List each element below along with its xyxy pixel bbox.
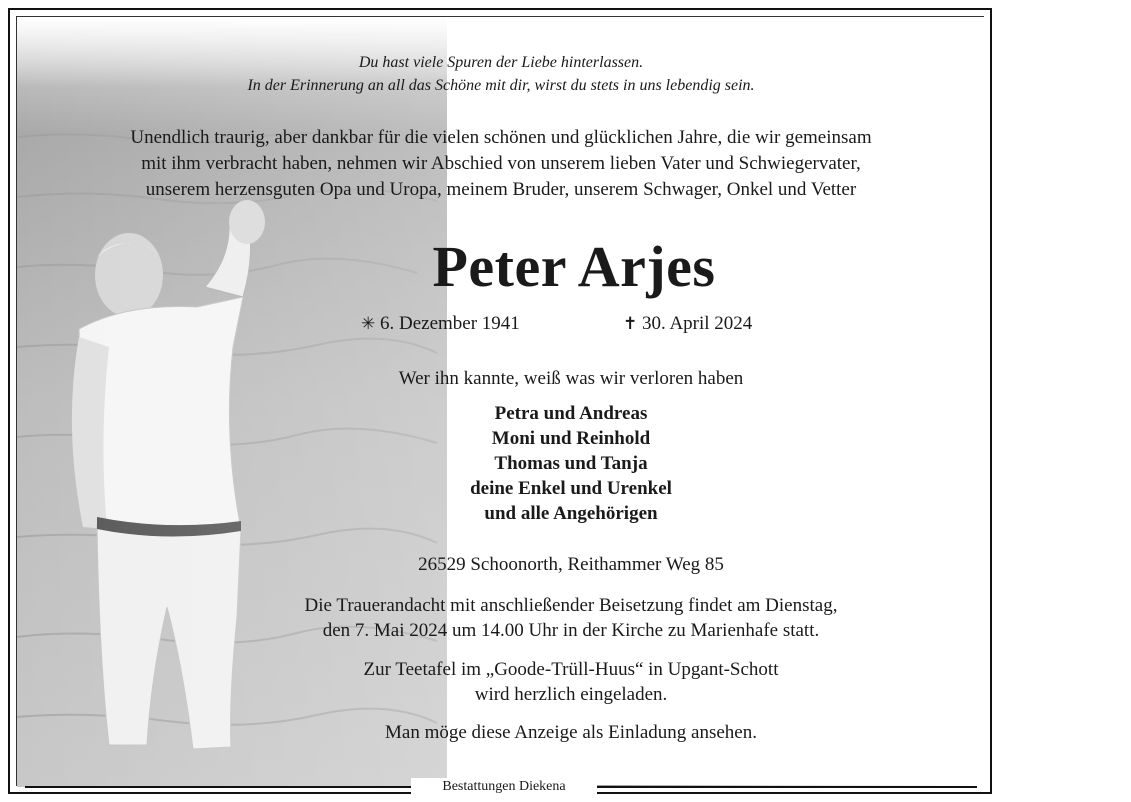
deceased-name: Peter Arjes xyxy=(432,234,716,299)
verse-line: In der Erinnerung an all das Schöne mit dir, wirst du stets in uns lebendig sein. xyxy=(247,77,755,94)
memorial-verse xyxy=(17,51,985,97)
intro-line: unserem herzensguten Opa und Uropa, meinem Bruder, unserem Schwager, Onkel und Vetter xyxy=(145,179,857,200)
birth-date-text: 6. Dezember 1941 xyxy=(380,313,520,334)
birth-star-icon: ✳ xyxy=(361,314,376,334)
birth-date xyxy=(361,312,520,336)
tea-line: wird herzlich eingeladen. xyxy=(474,684,668,705)
service-info xyxy=(17,593,1125,643)
tea-invitation xyxy=(17,657,1125,707)
family-address: 26529 Schoonorth, Reithammer Weg 85 xyxy=(418,554,724,575)
mourner-item: Thomas und Tanja xyxy=(494,453,648,474)
service-line: den 7. Mai 2024 um 14.00 Uhr in der Kirche zu Marienhafe statt. xyxy=(322,620,820,641)
footer-divider xyxy=(597,786,977,788)
footer-divider xyxy=(25,786,411,788)
intro-text xyxy=(17,125,985,203)
footer xyxy=(17,774,985,800)
verse-line: Du hast viele Spuren der Liebe hinterlassen. xyxy=(358,54,644,71)
death-date xyxy=(623,312,752,336)
mourner-item: deine Enkel und Urenkel xyxy=(470,478,672,499)
memorial-quote: Wer ihn kannte, weiß was wir verloren haben xyxy=(398,368,744,389)
mourners-list xyxy=(17,401,1125,526)
invitation-note: Man möge diese Anzeige als Einladung ansehen. xyxy=(385,722,757,743)
funeral-home: Bestattungen Diekena xyxy=(411,778,597,796)
mourner-item: Petra und Andreas xyxy=(494,403,648,424)
death-date-text: 30. April 2024 xyxy=(642,313,753,334)
intro-line: Unendlich traurig, aber dankbar für die vielen schönen und glücklichen Jahre, die wir gemeinsam xyxy=(130,127,872,148)
mourner-item: Moni und Reinhold xyxy=(491,428,651,449)
intro-line: mit ihm verbracht haben, nehmen wir Abschied von unserem lieben Vater und Schwiegervater, xyxy=(141,153,861,174)
tea-line: Zur Teetafel im „Goode-Trüll-Huus“ in Upgant-Schott xyxy=(363,659,779,680)
service-line: Die Trauerandacht mit anschließender Beisetzung findet am Dienstag, xyxy=(304,595,838,616)
death-cross-icon: ✝ xyxy=(623,314,638,334)
mourner-item: und alle Angehörigen xyxy=(484,503,658,524)
obituary-card xyxy=(16,16,984,794)
